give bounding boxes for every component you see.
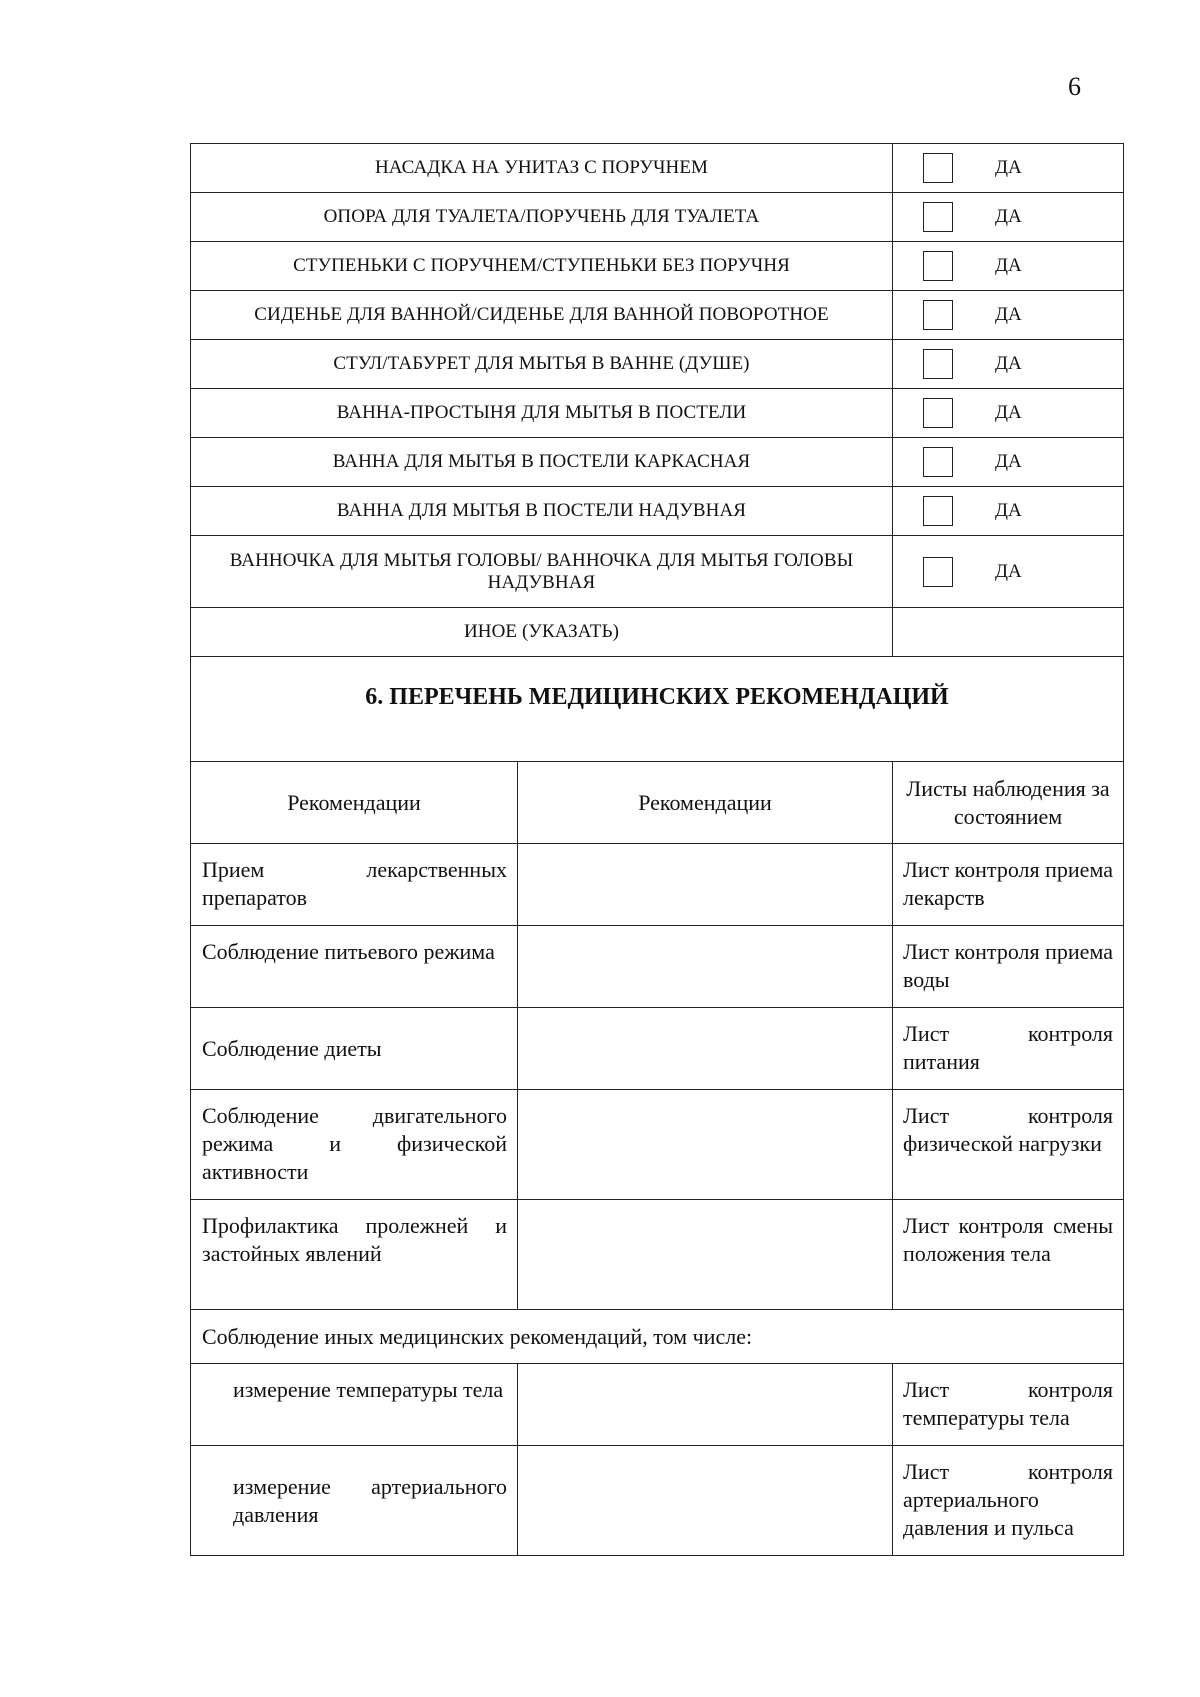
equipment-other-label: ИНОЕ (УКАЗАТЬ)	[191, 608, 893, 657]
recommendation-text: измерение артериального давления	[191, 1446, 518, 1556]
equipment-row	[191, 291, 1124, 340]
equipment-name: ОПОРА ДЛЯ ТУАЛЕТА/ПОРУЧЕНЬ ДЛЯ ТУАЛЕТА	[191, 193, 893, 242]
answer-label: ДА	[995, 500, 1022, 521]
recommendation-text: Прием лекарственных препаратов	[191, 844, 518, 926]
section-title-row	[191, 657, 1124, 762]
equipment-name: ВАННОЧКА ДЛЯ МЫТЬЯ ГОЛОВЫ/ ВАННОЧКА ДЛЯ МЫТЬЯ ГОЛОВЫ НАДУВНАЯ	[191, 536, 893, 608]
equipment-row	[191, 487, 1124, 536]
recommendation-text: Соблюдение двигательного режима и физической активности	[191, 1090, 518, 1200]
checkbox[interactable]	[923, 557, 953, 587]
equipment-answer-cell	[893, 438, 1124, 487]
equipment-row	[191, 536, 1124, 608]
observation-sheet: Лист контроля питания	[893, 1008, 1124, 1090]
section-title	[191, 657, 1124, 762]
answer-label: ДА	[995, 451, 1022, 472]
equipment-name: ВАННА ДЛЯ МЫТЬЯ В ПОСТЕЛИ КАРКАСНАЯ	[191, 438, 893, 487]
equipment-answer-cell	[893, 144, 1124, 193]
equipment-name: НАСАДКА НА УНИТАЗ С ПОРУЧНЕМ	[191, 144, 893, 193]
recommendation-text: Соблюдение питьевого режима	[191, 926, 518, 1008]
equipment-other-row	[191, 608, 1124, 657]
checkbox[interactable]	[923, 447, 953, 477]
equipment-other-input[interactable]	[893, 608, 1124, 657]
equipment-name: ВАННА ДЛЯ МЫТЬЯ В ПОСТЕЛИ НАДУВНАЯ	[191, 487, 893, 536]
recommendation-text: Соблюдение диеты	[191, 1008, 518, 1090]
recommendation-value[interactable]	[518, 1364, 893, 1446]
equipment-answer-cell	[893, 340, 1124, 389]
recommendation-row	[191, 1090, 1124, 1200]
equipment-row	[191, 144, 1124, 193]
recommendation-value[interactable]	[518, 926, 893, 1008]
equipment-name: СИДЕНЬЕ ДЛЯ ВАННОЙ/СИДЕНЬЕ ДЛЯ ВАННОЙ ПОВОРОТНОЕ	[191, 291, 893, 340]
recommendation-row	[191, 844, 1124, 926]
equipment-answer-cell	[893, 389, 1124, 438]
recommendation-value[interactable]	[518, 1090, 893, 1200]
recommendation-row	[191, 926, 1124, 1008]
answer-label: ДА	[995, 353, 1022, 374]
observation-sheet: Лист контроля смены положения тела	[893, 1200, 1124, 1310]
equipment-answer-cell	[893, 487, 1124, 536]
column-header: Листы наблюдения за состоянием	[893, 762, 1124, 844]
equipment-row	[191, 340, 1124, 389]
other-recommendations-row	[191, 1310, 1124, 1364]
equipment-answer-cell	[893, 291, 1124, 340]
column-header: Рекомендации	[191, 762, 518, 844]
equipment-name: СТУЛ/ТАБУРЕТ ДЛЯ МЫТЬЯ В ВАННЕ (ДУШЕ)	[191, 340, 893, 389]
checkbox[interactable]	[923, 202, 953, 232]
recommendation-text: Профилактика пролежней и застойных явлений	[191, 1200, 518, 1310]
checkbox[interactable]	[923, 153, 953, 183]
other-recommendations-intro: Соблюдение иных медицинских рекомендаций, том числе:	[191, 1310, 1124, 1364]
recommendation-subrow	[191, 1364, 1124, 1446]
answer-label: ДА	[995, 255, 1022, 276]
form-table	[190, 143, 1124, 1556]
equipment-answer-cell	[893, 193, 1124, 242]
recommendation-text: измерение температуры тела	[191, 1364, 518, 1446]
equipment-answer-cell	[893, 242, 1124, 291]
observation-sheet: Лист контроля приема воды	[893, 926, 1124, 1008]
recommendation-value[interactable]	[518, 1008, 893, 1090]
equipment-answer-cell	[893, 536, 1124, 608]
equipment-name: СТУПЕНЬКИ С ПОРУЧНЕМ/СТУПЕНЬКИ БЕЗ ПОРУЧНЯ	[191, 242, 893, 291]
recommendation-value[interactable]	[518, 844, 893, 926]
checkbox[interactable]	[923, 251, 953, 281]
recommendation-row	[191, 1200, 1124, 1310]
equipment-row	[191, 193, 1124, 242]
recommendation-value[interactable]	[518, 1446, 893, 1556]
checkbox[interactable]	[923, 496, 953, 526]
answer-label: ДА	[995, 560, 1022, 582]
answer-label: ДА	[995, 402, 1022, 423]
section-title-text: 6. ПЕРЕЧЕНЬ МЕДИЦИНСКИХ РЕКОМЕНДАЦИЙ	[365, 684, 949, 710]
column-header: Рекомендации	[518, 762, 893, 844]
page-number: 6	[1068, 72, 1081, 101]
answer-label: ДА	[995, 206, 1022, 227]
equipment-row	[191, 242, 1124, 291]
observation-sheet: Лист контроля температуры тела	[893, 1364, 1124, 1446]
observation-sheet: Лист контроля приема лекарств	[893, 844, 1124, 926]
observation-sheet: Лист контроля физической нагрузки	[893, 1090, 1124, 1200]
answer-label: ДА	[995, 304, 1022, 325]
recommendation-row	[191, 1008, 1124, 1090]
observation-sheet: Лист контроля артериального давления и пульса	[893, 1446, 1124, 1556]
recommendations-header-row	[191, 762, 1124, 844]
equipment-row	[191, 389, 1124, 438]
checkbox[interactable]	[923, 398, 953, 428]
checkbox[interactable]	[923, 300, 953, 330]
recommendation-value[interactable]	[518, 1200, 893, 1310]
equipment-row	[191, 438, 1124, 487]
answer-label: ДА	[995, 157, 1022, 178]
equipment-name: ВАННА-ПРОСТЫНЯ ДЛЯ МЫТЬЯ В ПОСТЕЛИ	[191, 389, 893, 438]
recommendation-subrow	[191, 1446, 1124, 1556]
checkbox[interactable]	[923, 349, 953, 379]
